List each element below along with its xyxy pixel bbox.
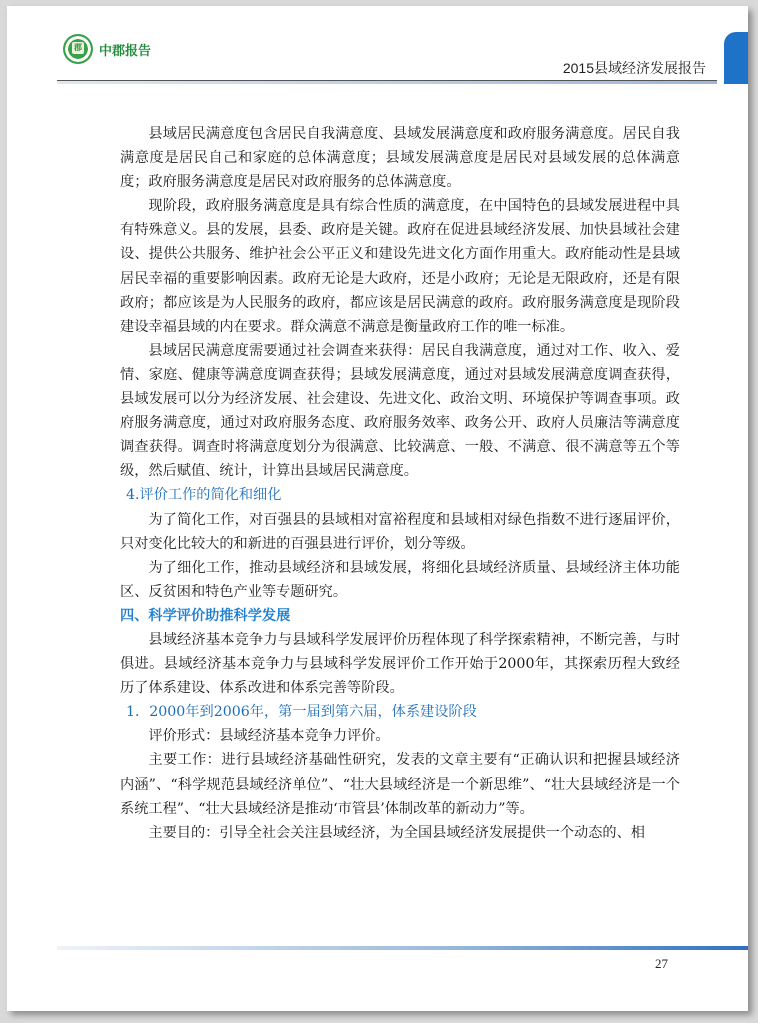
paragraph: 为了细化工作，推动县域经济和县域发展，将细化县域经济质量、县域经济主体功能区、反贫困和特色产业等专题研究。 (120, 559, 680, 600)
paragraph: 主要目的：引导全社会关注县域经济，为全国县域经济发展提供一个动态的、相 (148, 824, 645, 841)
brand-name: 中郡报告 (99, 44, 152, 59)
header-gradient-bar (57, 81, 717, 84)
paragraph: 为了简化工作，对百强县的县域相对富裕程度和县域相对绿色指数不进行逐届评价，只对变化比较大的和新进的百强县进行评价，划分等级。 (120, 511, 680, 552)
paragraph: 评价形式：县域经济基本竞争力评价。 (148, 728, 390, 745)
section-heading: 四、科学评价助推科学发展 (120, 607, 291, 624)
footer-gradient-bar (57, 946, 748, 950)
chapter-tab (724, 32, 748, 84)
logo-mark: 郡 (74, 43, 82, 52)
body-text (120, 122, 680, 845)
subheading: 4.评价工作的简化和细化 (126, 487, 282, 504)
paragraph: 现阶段，政府服务满意度是具有综合性质的满意度，在中国特色的县域发展进程中具有特殊意义。县的发展，县委、政府是关键。政府在促进县域经济发展、加快县域社会建设、提供公共服务、维护社会公平正义和建设先进文化方面作用重大。政府能动性是县域居民幸福的重要影响因素。政府无论是大政府，还是小政府；无论是无限政府，还是有限政府；都应该是为人民服务的政府，都应该是居民满意的政府。政府服务满意度是现阶段建设幸福县域的内在要求。群众满意不满意是衡量政府工作的唯一标准。 (120, 198, 680, 335)
document-page (7, 6, 748, 1011)
paragraph: 县域居民满意度包含居民自我满意度、县域发展满意度和政府服务满意度。居民自我满意度是居民自己和家庭的总体满意度；县域发展满意度是居民对县域发展的总体满意度；政府服务满意度是居民对政府服务的总体满意度。 (120, 126, 680, 191)
paragraph: 主要工作：进行县域经济基础性研究，发表的文章主要有“正确认识和把握县域经济内涵”、“科学规范县域经济单位”、“壮大县域经济是一个新思维”、“壮大县域经济是一个系统工程”、“壮大县域经济是推动‘市管县’体制改革的新动力”等。 (120, 752, 680, 817)
report-title: 2015县域经济发展报告 (562, 60, 706, 76)
paragraph: 县域居民满意度需要通过社会调查来获得：居民自我满意度，通过对工作、收入、爱情、家庭、健康等满意度调查获得；县域发展满意度，通过对县域发展满意度调查获得，县域发展可以分为经济发展、社会建设、先进文化、政治文明、环境保护等调查事项。政府服务满意度，通过对政府服务态度、政府服务效率、政务公开、政府人员廉洁等满意度调查获得。调查时将满意度划分为很满意、比较满意、一般、不满意、很不满意等五个等级，然后赋值、统计，计算出县域居民满意度。 (120, 342, 680, 480)
page-number: 27 (655, 956, 668, 971)
paragraph: 县域经济基本竞争力与县域科学发展评价历程体现了科学探索精神，不断完善，与时俱进。县域经济基本竞争力与县域科学发展评价工作开始于2000年，其探索历程大致经历了体系建设、体系改进和体系完善等阶段。 (120, 631, 680, 697)
subheading: 1．2000年到2006年，第一届到第六届，体系建设阶段 (126, 704, 477, 721)
logo-icon (63, 34, 93, 64)
